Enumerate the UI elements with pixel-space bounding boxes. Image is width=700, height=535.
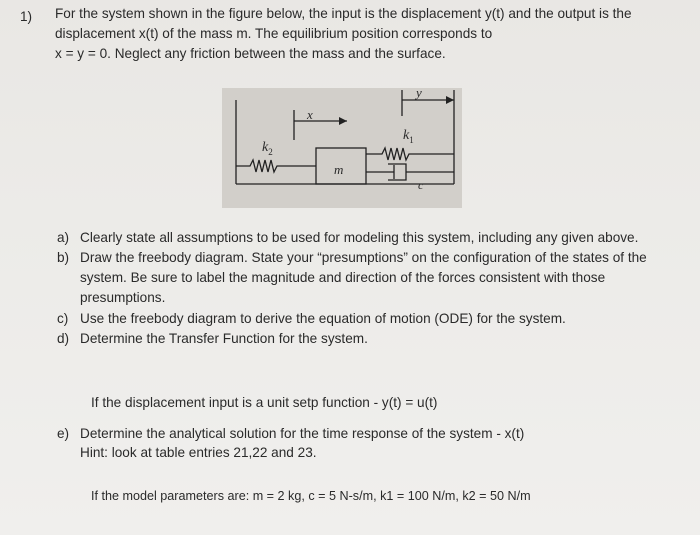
part-c-letter: c) (57, 311, 69, 326)
part-a-letter: a) (57, 230, 70, 245)
model-parameters: If the model parameters are: m = 2 kg, c = 5 N-s/m, k1 = 100 N/m, k2 = 50 N/m (91, 489, 531, 503)
part-e-line: Determine the analytical solution for the time response of the system - x(t) (80, 426, 525, 441)
damper-label: c (418, 178, 424, 192)
part-e-hint: Hint: look at table entries 21,22 and 23. (80, 445, 317, 460)
k2-subscript: 2 (268, 146, 273, 157)
part-b-line-3: presumptions. (80, 290, 166, 305)
x-label: x (307, 107, 313, 122)
mechanical-system-figure (222, 88, 462, 208)
problem-number: 1) (20, 9, 33, 24)
part-b-line-1: Draw the freebody diagram. State your “presumptions” on the configuration of the states of the (80, 250, 647, 265)
k1-subscript: 1 (409, 134, 414, 145)
intro-line-3: x = y = 0. Neglect any friction between the mass and the surface. (55, 46, 446, 61)
intro-line-2: displacement x(t) of the mass m. The equilibrium position corresponds to (55, 26, 493, 41)
part-b-line-2: system. Be sure to label the magnitude and direction of the forces consistent with those (80, 270, 606, 285)
k1-label: $k_1$ (403, 128, 414, 145)
input-statement: If the displacement input is a unit setp function - y(t) = u(t) (91, 395, 438, 410)
k2-label: $k_2$ (262, 140, 273, 157)
mass-label: m (334, 162, 344, 177)
intro-line-1: For the system shown in the figure below, the input is the displacement y(t) and the output is the (55, 6, 632, 21)
part-c-line-1: Use the freebody diagram to derive the equation of motion (ODE) for the system. (80, 311, 566, 326)
part-b-letter: b) (57, 250, 70, 265)
part-d-letter: d) (57, 331, 70, 346)
part-d-line-1: Determine the Transfer Function for the system. (80, 331, 368, 346)
part-e-letter: e) (57, 426, 70, 441)
y-label: y (416, 85, 422, 100)
part-a-line-1: Clearly state all assumptions to be used for modeling this system, including any given above. (80, 230, 639, 245)
